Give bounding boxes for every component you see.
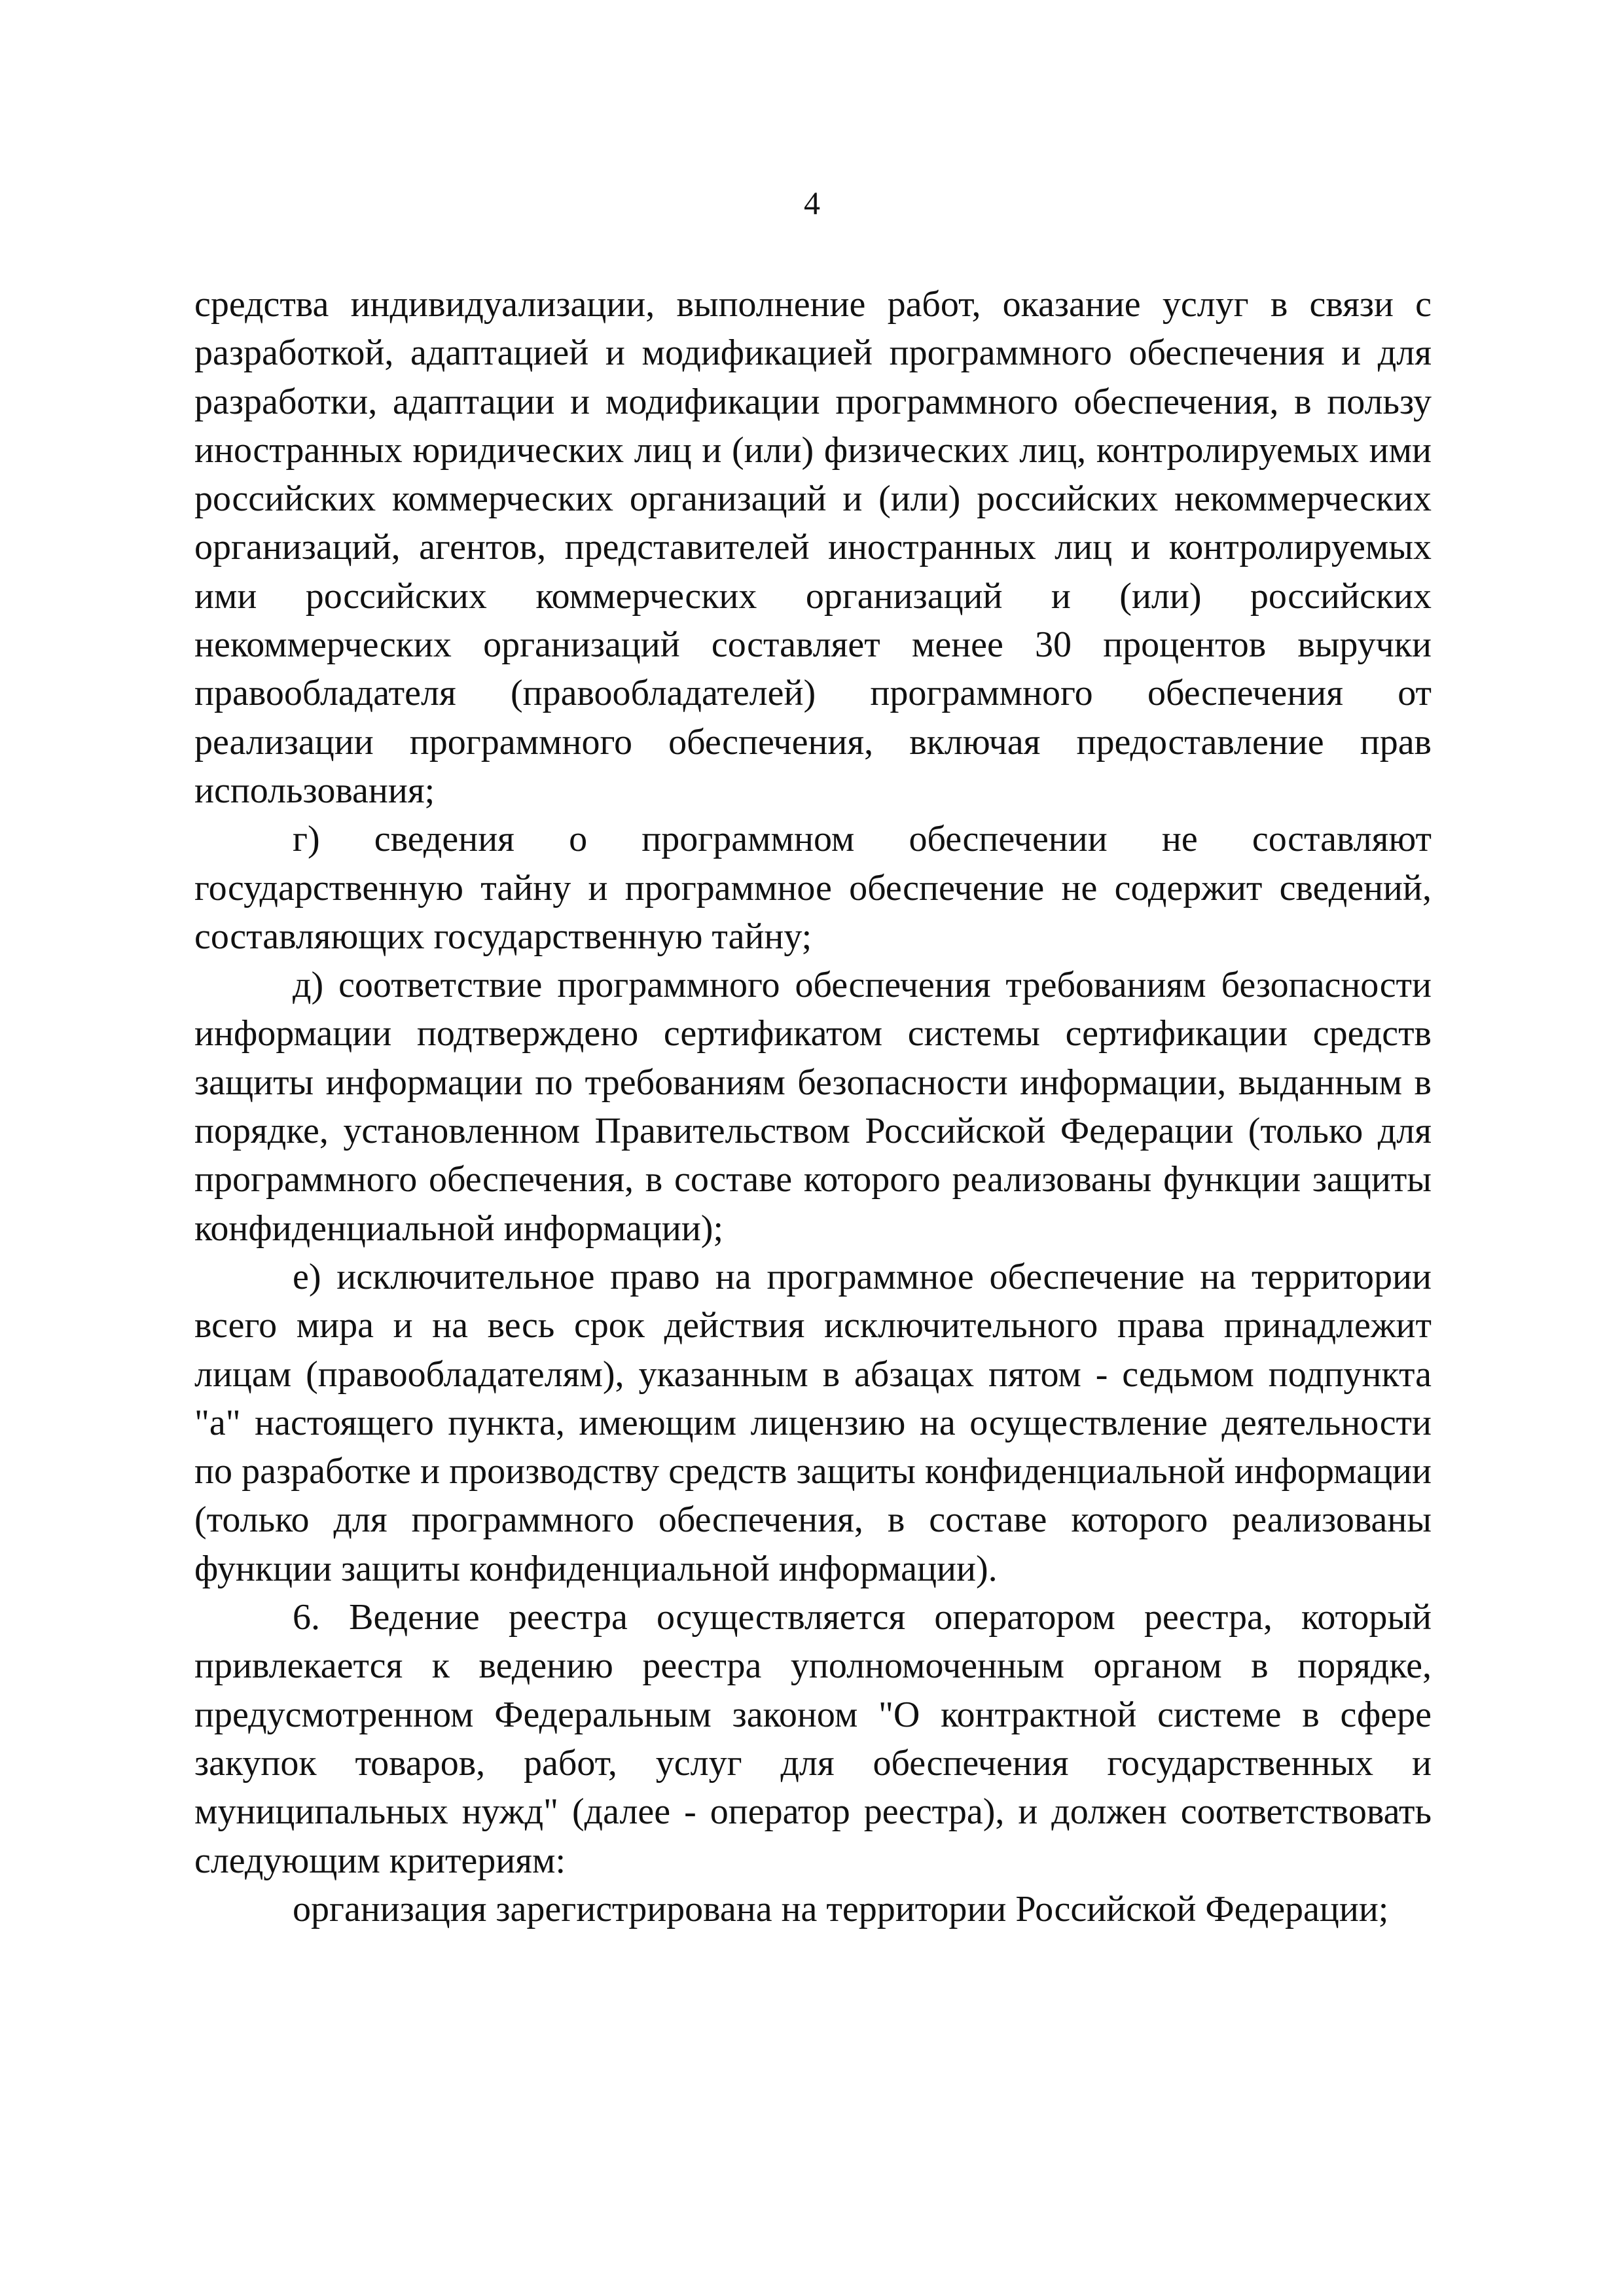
paragraph-item-e: е) исключительное право на программное обеспечение на территории всего мира и на весь срок действия исключительного права принадлежит лицам (правообладателям), указанным в абзацах пятом - седьмом подпункта "а" настоящего пункта, имеющим лицензию на осуществление деятельности по разработке и производству средств защиты конфиденциальной информации (только для программного обеспечения, в составе которого реализованы функции защиты конфиденциальной информации).	[194, 1256, 1432, 1589]
paragraph-continuation: средства индивидуализации, выполнение работ, оказание услуг в связи с разработкой, адаптацией и модификацией программного обеспечения и для разработки, адаптации и модификации программного обеспечения, в пользу иностранных юридических лиц и (или) физических лиц, контролируемых ими российских коммерческих организаций и (или) российских некоммерческих организаций, агентов, представителей иностранных лиц и контролируемых ими российских коммерческих организаций и (или) российских некоммерческих организаций составляет менее 30 процентов выручки правообладателя (правообладателей) программного обеспечения от реализации программного обеспечения, включая предоставление прав использования;	[194, 284, 1432, 811]
page-number: 4	[804, 185, 820, 221]
paragraph-point-6: 6. Ведение реестра осуществляется оператором реестра, который привлекается к ведению реестра уполномоченным органом в порядке, предусмотренном Федеральным законом "О контрактной системе в сфере закупок товаров, работ, услуг для обеспечения государственных и муниципальных нужд" (далее - оператор реестра), и должен соответствовать следующим критериям:	[194, 1597, 1432, 1881]
paragraph-criterion: организация зарегистрирована на территории Российской Федерации;	[293, 1888, 1389, 1929]
paragraph-item-g: г) сведения о программном обеспечении не составляют государственную тайну и программное обеспечение не содержит сведений, составляющих государственную тайну;	[194, 819, 1432, 957]
document-body	[194, 280, 1432, 1933]
paragraph-item-d: д) соответствие программного обеспечения требованиям безопасности информации подтверждено сертификатом системы сертификации средств защиты информации по требованиям безопасности информации, выданным в порядке, установленном Правительством Российской Федерации (только для программного обеспечения, в составе которого реализованы функции защиты конфиденциальной информации);	[194, 965, 1432, 1249]
